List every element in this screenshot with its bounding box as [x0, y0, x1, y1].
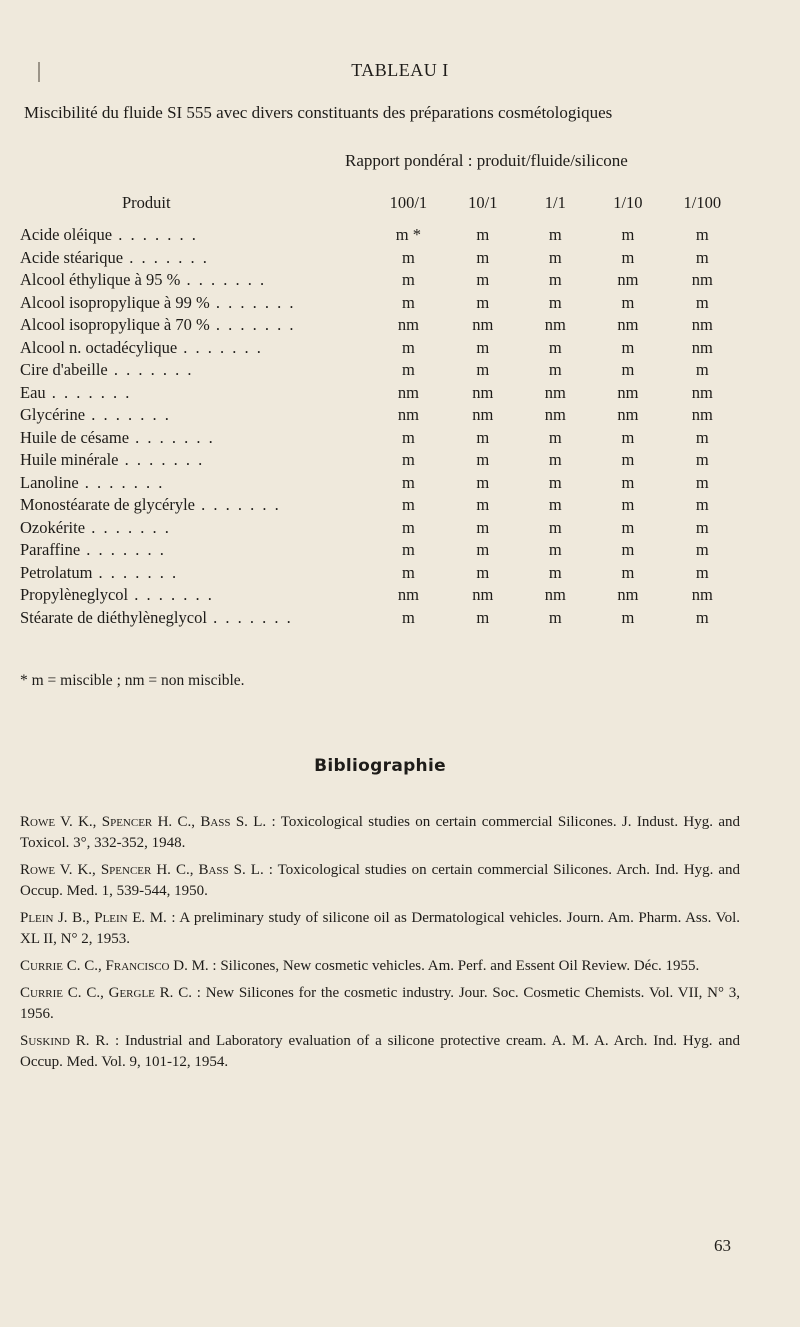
product-name [20, 314, 371, 337]
reference-entry [20, 908, 740, 950]
product-label: Acide oléique [20, 225, 113, 245]
miscibility-cell: m [401, 472, 415, 492]
product-name [20, 382, 371, 405]
table-footnote: * m = miscible ; nm = non miscible. [20, 672, 245, 689]
miscibility-cell: m [476, 427, 490, 447]
reference-text: Toxicological studies on certain commercial Silicones. J. Indust. Hyg. and Toxicol. 3°, 332-352, 1948. [20, 814, 740, 851]
leader-dots: . . . . . . . [129, 427, 215, 447]
table-row [20, 224, 740, 247]
leader-dots: . . . . . . . [195, 495, 281, 515]
product-name [20, 359, 371, 382]
product-label: Huile de césame [20, 427, 130, 447]
miscibility-cell: m [621, 472, 635, 492]
leader-dots: . . . . . . . [45, 382, 132, 402]
leader-dots: . . . . . . . [78, 472, 165, 492]
miscibility-cell: m [548, 337, 562, 357]
column-header-1-100: 1/100 [683, 193, 722, 212]
miscibility-cell: nm [397, 405, 419, 425]
miscibility-cell: nm [617, 270, 639, 290]
table-row [20, 337, 740, 360]
reference-authors: Rowe V. K., Spencer H. C., Bass S. L. : [20, 862, 273, 878]
reference-authors: Suskind R. R. : [20, 1033, 120, 1049]
miscibility-cell: nm [617, 405, 639, 425]
table-row [20, 517, 740, 540]
product-label: Alcool isopropylique à 99 % [20, 292, 210, 312]
leader-dots: . . . . . . . [85, 405, 171, 425]
leader-dots: . . . . . . . [118, 450, 205, 470]
product-name [20, 224, 371, 247]
product-name [20, 562, 371, 585]
table-row [20, 359, 740, 382]
miscibility-cell: m [476, 247, 490, 267]
miscibility-cell: m [548, 562, 562, 582]
table-row [20, 314, 740, 337]
miscibility-cell: m [621, 360, 635, 380]
leader-dots: . . . . . . . [107, 360, 194, 380]
miscibility-cell: m [548, 450, 562, 470]
miscibility-cell: nm [397, 315, 419, 335]
column-header-1-1: 1/1 [544, 193, 566, 212]
miscibility-cell: m [621, 540, 635, 560]
miscibility-cell: m [401, 562, 415, 582]
miscibility-cell: m [476, 292, 490, 312]
table-caption: Miscibilité du fluide SI 555 avec divers constituants des préparations cosmétologiques [24, 103, 613, 122]
reference-text: A preliminary study of silicone oil as Dermatological vehicles. Journ. Am. Pharm. Ass. Vol. XL II, N° 2, 1953. [20, 910, 740, 947]
column-header-1-10: 1/10 [613, 193, 643, 212]
product-name [20, 404, 371, 427]
miscibility-cell: m [548, 247, 562, 267]
miscibility-cell: m [401, 495, 415, 515]
product-name [20, 472, 371, 495]
reference-entry [20, 983, 740, 1025]
miscibility-cell: m [401, 540, 415, 560]
miscibility-cell: m [621, 427, 635, 447]
product-name [20, 494, 371, 517]
page-number: 63 [714, 1236, 731, 1255]
miscibility-cell: nm [544, 405, 566, 425]
product-name [20, 539, 371, 562]
table-row [20, 607, 740, 630]
bibliography-list [20, 812, 740, 1079]
miscibility-cell: m [476, 360, 490, 380]
miscibility-cell: m [621, 450, 635, 470]
product-name [20, 607, 371, 630]
product-name [20, 247, 371, 270]
miscibility-cell: m [695, 607, 709, 627]
leader-dots: . . . . . . . [209, 315, 296, 335]
product-name [20, 427, 371, 450]
product-name [20, 292, 371, 315]
leader-dots: . . . . . . . [112, 225, 198, 245]
miscibility-cell: m [401, 337, 415, 357]
miscibility-cell: nm [544, 382, 566, 402]
miscibility-cell: m [695, 540, 709, 560]
miscibility-cell: m [621, 337, 635, 357]
miscibility-cell: m [695, 292, 709, 312]
reference-authors: Plein J. B., Plein E. M. : [20, 910, 176, 926]
reference-authors: Rowe V. K., Spencer H. C., Bass S. L. : [20, 814, 276, 830]
miscibility-cell: nm [691, 337, 713, 357]
miscibility-cell: nm [617, 382, 639, 402]
miscibility-cell: m [401, 270, 415, 290]
column-header-produit: Produit [122, 193, 171, 212]
leader-dots: . . . . . . . [180, 270, 267, 290]
miscibility-cell: m [401, 517, 415, 537]
miscibility-cell: nm [472, 585, 494, 605]
product-label: Alcool éthylique à 95 % [20, 270, 181, 290]
miscibility-cell: nm [472, 382, 494, 402]
miscibility-cell: nm [472, 315, 494, 335]
table-body [20, 224, 740, 629]
table-row [20, 472, 740, 495]
leader-dots: . . . . . . . [128, 585, 214, 605]
reference-text: Silicones, New cosmetic vehicles. Am. Perf. and Essent Oil Review. Déc. 1955. [216, 958, 700, 974]
leader-dots: . . . . . . . [85, 517, 171, 537]
product-name [20, 269, 371, 292]
table-row [20, 292, 740, 315]
miscibility-cell: nm [691, 270, 713, 290]
reference-entry [20, 1031, 740, 1073]
product-name [20, 337, 371, 360]
table-row [20, 494, 740, 517]
reference-text: Toxicological studies on certain commercial Silicones. Arch. Ind. Hyg. and Occup. Med. 1, 539-544, 1950. [20, 862, 740, 899]
product-label: Eau [20, 382, 46, 402]
table-title: TABLEAU I [351, 60, 449, 80]
table-row [20, 382, 740, 405]
miscibility-cell: m [548, 427, 562, 447]
miscibility-cell: m [695, 360, 709, 380]
miscibility-cell: nm [617, 585, 639, 605]
reference-authors: Currie C. C., Francisco D. M. : [20, 958, 217, 974]
miscibility-cell: m [695, 427, 709, 447]
product-label: Petrolatum [20, 562, 93, 582]
leader-dots: . . . . . . . [80, 540, 166, 560]
miscibility-cell: m [476, 472, 490, 492]
miscibility-cell: m [548, 517, 562, 537]
miscibility-cell: m [476, 517, 490, 537]
miscibility-cell: m [401, 292, 415, 312]
table-row [20, 562, 740, 585]
miscibility-cell: m [548, 472, 562, 492]
table-row [20, 584, 740, 607]
miscibility-cell: m [548, 495, 562, 515]
reference-authors: Currie C. C., Gergle R. C. : [20, 985, 201, 1001]
miscibility-cell: m [548, 607, 562, 627]
miscibility-cell: m [621, 517, 635, 537]
product-label: Stéarate de diéthylèneglycol [20, 607, 207, 627]
miscibility-cell: m [476, 495, 490, 515]
miscibility-cell: m [401, 450, 415, 470]
miscibility-cell: m [548, 225, 562, 245]
miscibility-table [20, 192, 740, 629]
product-name [20, 517, 371, 540]
miscibility-cell: m [476, 337, 490, 357]
product-label: Alcool n. octadécylique [20, 337, 178, 357]
miscibility-cell: m [401, 247, 415, 267]
column-header-100-1: 100/1 [389, 193, 428, 212]
miscibility-cell: m [548, 270, 562, 290]
miscibility-cell: m [695, 450, 709, 470]
product-label: Glycérine [20, 405, 86, 425]
reference-entry [20, 812, 740, 854]
miscibility-cell: nm [544, 585, 566, 605]
column-header-10-1: 10/1 [468, 193, 498, 212]
reference-entry [20, 860, 740, 902]
miscibility-cell: nm [691, 315, 713, 335]
miscibility-cell: m [695, 225, 709, 245]
miscibility-cell: nm [691, 382, 713, 402]
leader-dots: . . . . . . . [209, 292, 296, 312]
miscibility-cell: m [401, 427, 415, 447]
miscibility-cell: m [548, 540, 562, 560]
miscibility-cell: nm [691, 405, 713, 425]
miscibility-cell: m [621, 495, 635, 515]
table-row [20, 269, 740, 292]
miscibility-cell: nm [397, 382, 419, 402]
product-label: Propylèneglycol [20, 585, 129, 605]
table-row [20, 449, 740, 472]
miscibility-cell: m [621, 247, 635, 267]
product-label: Alcool isopropylique à 70 % [20, 315, 210, 335]
table-header-row [20, 192, 740, 224]
table-row [20, 404, 740, 427]
miscibility-cell: m [621, 292, 635, 312]
miscibility-cell: m [476, 225, 490, 245]
miscibility-cell: nm [472, 405, 494, 425]
miscibility-cell: m [476, 270, 490, 290]
leader-dots: . . . . . . . [92, 562, 179, 582]
miscibility-cell: m * [395, 225, 421, 245]
miscibility-cell: m [476, 450, 490, 470]
miscibility-cell: m [695, 517, 709, 537]
miscibility-cell: m [401, 607, 415, 627]
miscibility-cell: m [476, 607, 490, 627]
reference-entry [20, 956, 740, 977]
miscibility-cell: m [476, 562, 490, 582]
table-row [20, 427, 740, 450]
product-name [20, 584, 371, 607]
miscibility-cell: m [621, 562, 635, 582]
miscibility-cell: m [548, 360, 562, 380]
table-row [20, 247, 740, 270]
product-label: Paraffine [20, 540, 81, 560]
ratio-header: Rapport pondéral : produit/fluide/silicone [345, 151, 628, 170]
miscibility-cell: m [476, 540, 490, 560]
miscibility-cell: nm [617, 315, 639, 335]
product-label: Monostéarate de glycéryle [20, 495, 196, 515]
product-label: Ozokérite [20, 517, 86, 537]
miscibility-cell: nm [397, 585, 419, 605]
miscibility-cell: nm [544, 315, 566, 335]
product-label: Acide stéarique [20, 247, 124, 267]
miscibility-cell: m [548, 292, 562, 312]
product-label: Lanoline [20, 472, 79, 492]
bibliography-title: Bibliographie [314, 756, 446, 776]
product-label: Cire d'abeille [20, 360, 108, 380]
reference-text: Industrial and Laboratory evaluation of a silicone protective cream. A. M. A. Arch. Ind. Hyg. and Occup. Med. Vol. 9, 101-12, 1954. [20, 1033, 740, 1070]
product-name [20, 449, 371, 472]
miscibility-cell: m [695, 472, 709, 492]
miscibility-cell: m [621, 607, 635, 627]
leader-dots: . . . . . . . [206, 607, 293, 627]
miscibility-cell: m [401, 360, 415, 380]
miscibility-cell: m [695, 562, 709, 582]
miscibility-cell: m [695, 495, 709, 515]
leader-dots: . . . . . . . [123, 247, 209, 267]
miscibility-cell: m [621, 225, 635, 245]
reference-text: New Silicones for the cosmetic industry. Jour. Soc. Cosmetic Chemists. Vol. VII, N° 3, 1956. [20, 985, 741, 1022]
miscibility-cell: m [695, 247, 709, 267]
leader-dots: . . . . . . . [177, 337, 263, 357]
product-label: Huile minérale [20, 450, 119, 470]
miscibility-cell: nm [691, 585, 713, 605]
table-row [20, 539, 740, 562]
